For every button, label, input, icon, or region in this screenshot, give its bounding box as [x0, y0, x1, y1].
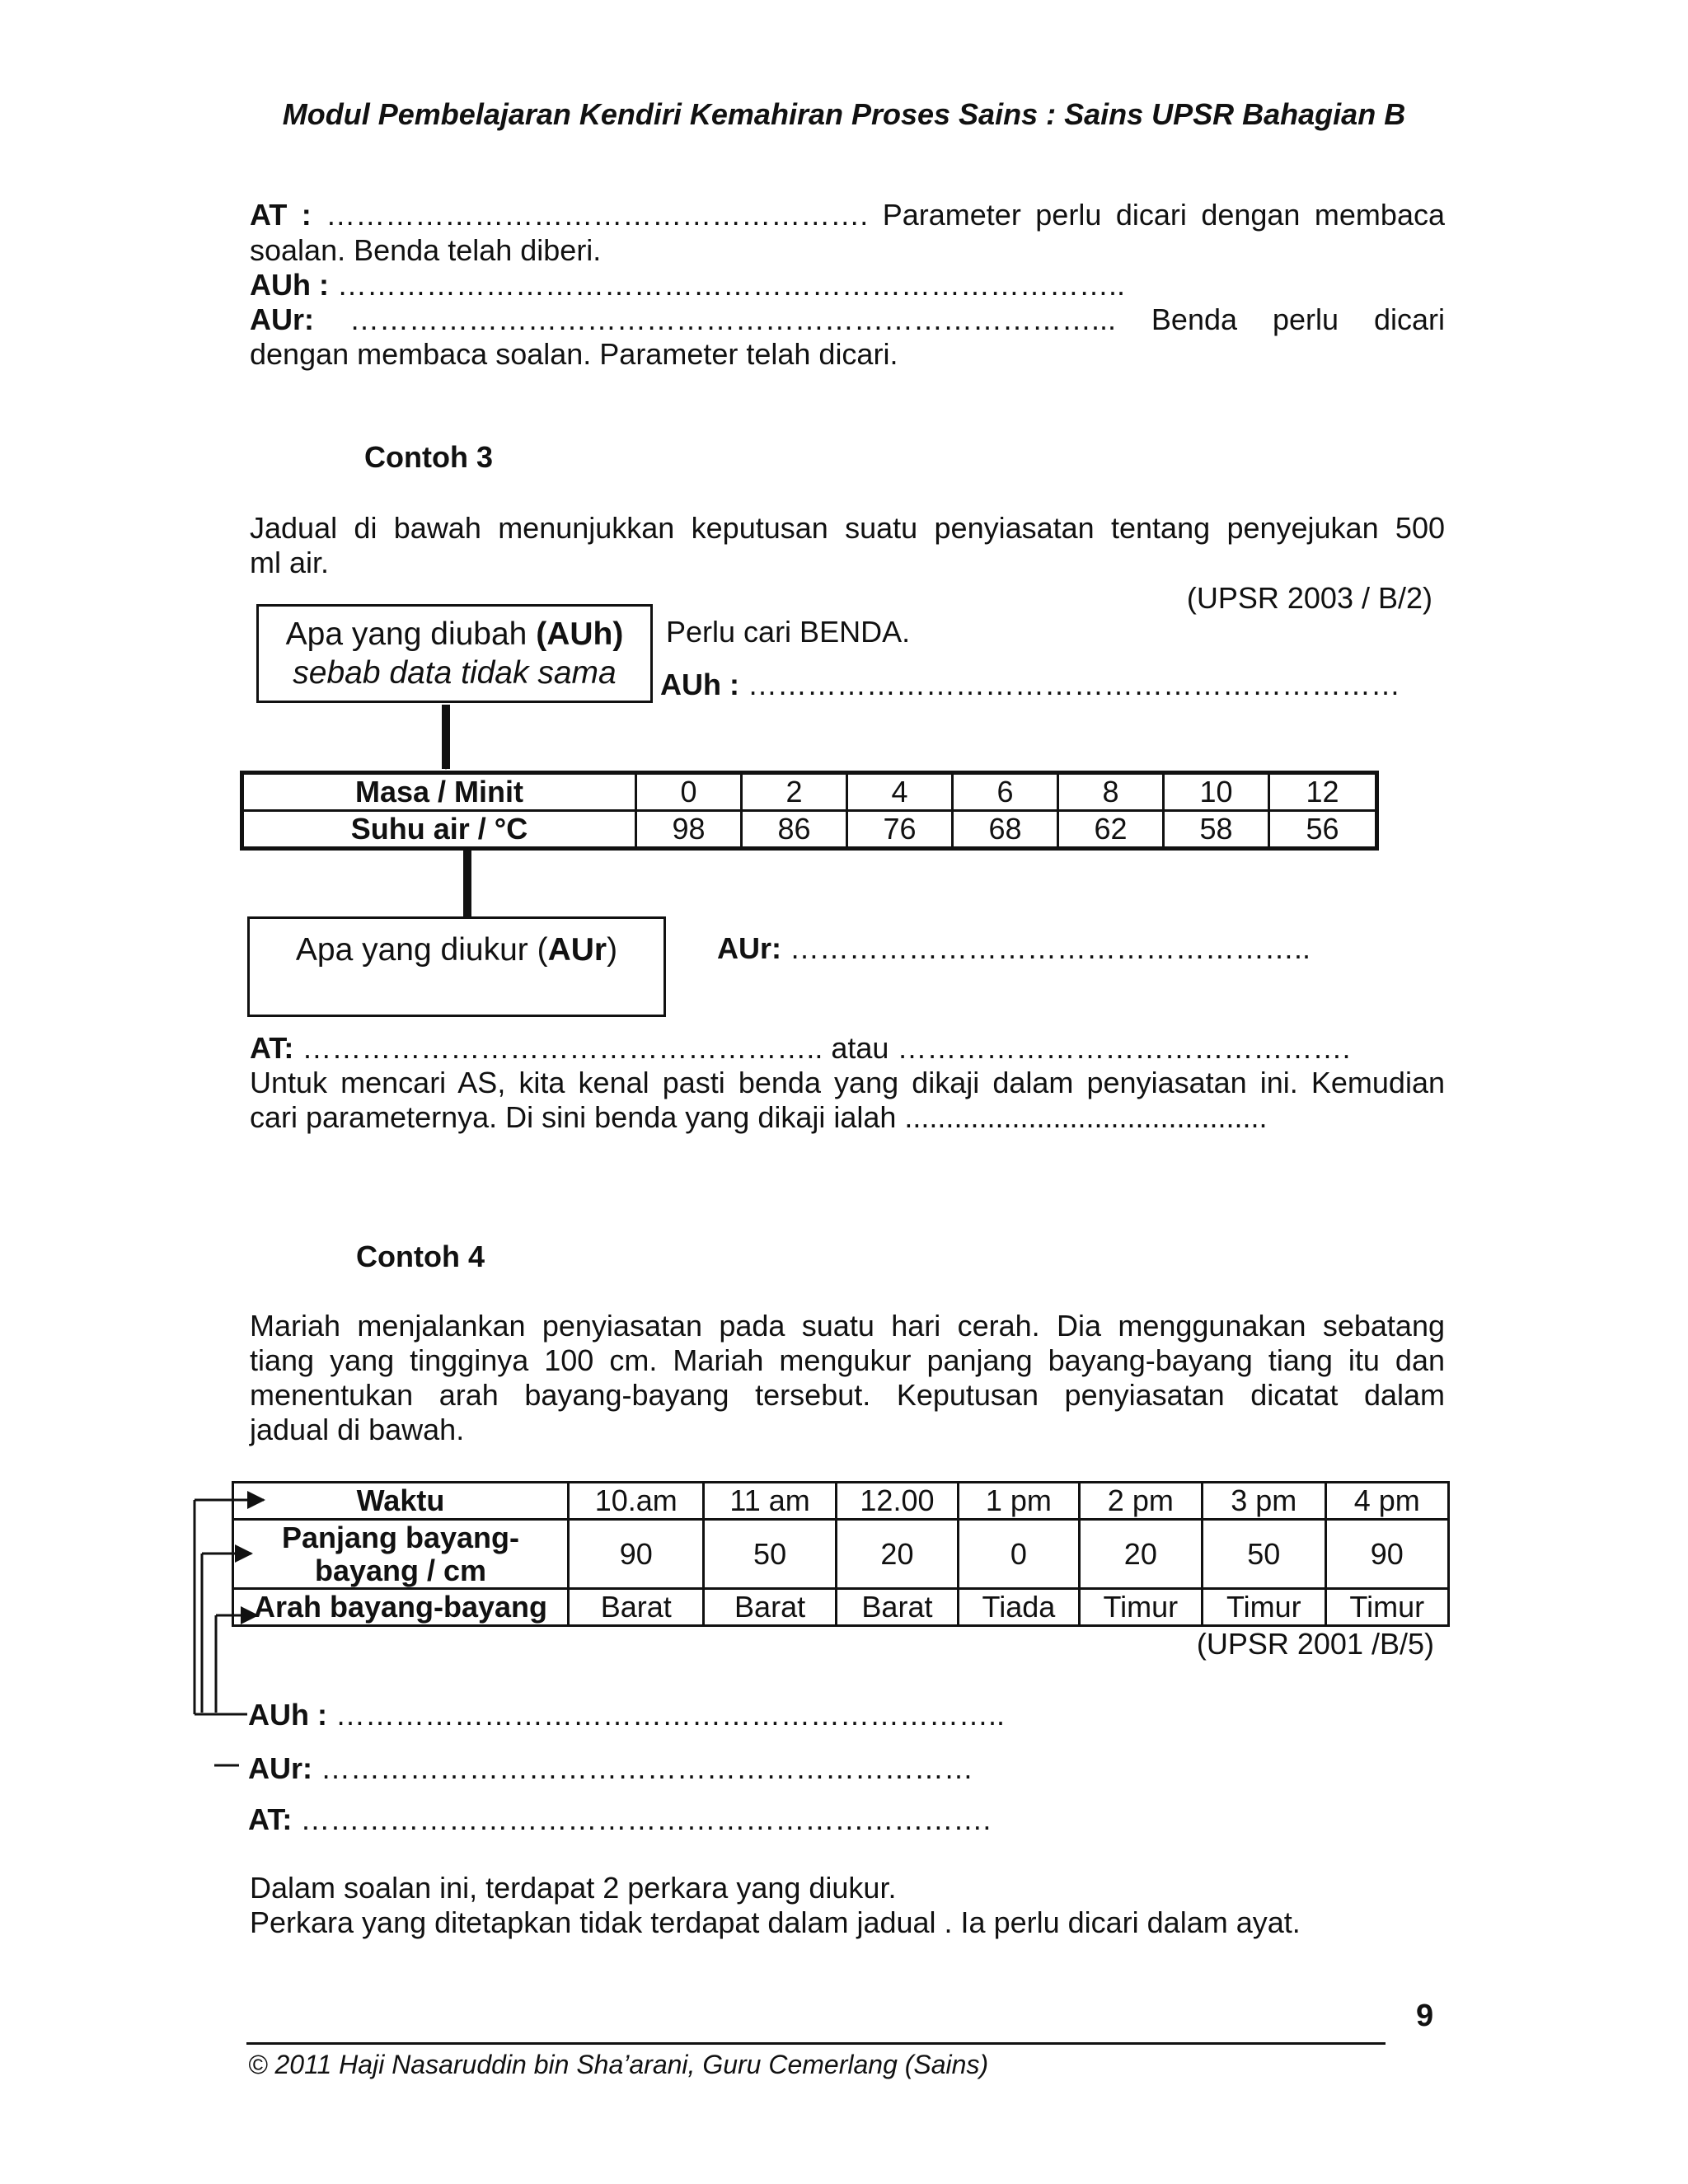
page-number: 9: [1416, 1999, 1434, 2033]
table-cell: 10.am: [569, 1483, 704, 1520]
table-cell: 56: [1269, 811, 1377, 849]
table-cell: 11 am: [704, 1483, 836, 1520]
table-row-label: Panjang bayang- bayang / cm: [233, 1520, 569, 1589]
table-cell: Barat: [569, 1589, 704, 1626]
table-cell: 4: [847, 773, 953, 811]
table-cell: 2: [742, 773, 847, 811]
table-row-label: Waktu: [233, 1483, 569, 1520]
contoh4-para-line3: menentukan arah bayang-bayang tersebut. Keputusan penyiasatan dicatat dalam: [250, 1378, 1445, 1412]
contoh4-aur-line: [248, 1751, 973, 1786]
table-cell: 20: [836, 1520, 959, 1589]
intro-auh-line: [250, 268, 1445, 302]
contoh3-auh-box: [256, 604, 653, 703]
table-cell: 86: [742, 811, 847, 849]
contoh4-aur-label: AUr:: [248, 1751, 312, 1785]
table-cell: Timur: [1079, 1589, 1202, 1626]
intro-at-text2: soalan. Benda telah diberi.: [250, 233, 602, 267]
intro-aur-text: Benda perlu dicari: [1151, 302, 1445, 336]
contoh4-aur-dots: …………………………………………………………: [321, 1751, 974, 1785]
table-cell: 12: [1269, 773, 1377, 811]
footer-copyright: © 2011 Haji Nasaruddin bin Sha’arani, Guru Cemerlang (Sains): [248, 2050, 989, 2079]
contoh3-at-line: [250, 1031, 1445, 1066]
intro-auh-dots: ……………………………………………………………………..: [337, 268, 1126, 302]
table-cell: 1 pm: [959, 1483, 1079, 1520]
contoh3-aur-dots: ……………………………………………..: [790, 931, 1311, 965]
contoh4-heading: Contoh 4: [356, 1240, 485, 1273]
intro-aur-line: [250, 302, 1445, 337]
table-cell: 8: [1058, 773, 1164, 811]
table-cell: 10: [1164, 773, 1269, 811]
table-cell: Timur: [1203, 1589, 1325, 1626]
table-cell: 12.00: [836, 1483, 959, 1520]
table-cell: 90: [569, 1520, 704, 1589]
table-cell: 68: [953, 811, 1058, 849]
table-cell: 62: [1058, 811, 1164, 849]
contoh3-aur-line: [717, 931, 1311, 966]
table-cell: 58: [1164, 811, 1269, 849]
table-row-label: Arah bayang-bayang: [233, 1589, 569, 1626]
table-cell: 0: [636, 773, 742, 811]
contoh4-para-line4: jadual di bawah.: [250, 1413, 465, 1446]
contoh3-auh-label: AUh :: [660, 668, 739, 701]
intro-at-label: AT :: [250, 198, 312, 232]
contoh4-auh-line: [248, 1698, 1005, 1732]
contoh4-row-panjang: [233, 1520, 1449, 1589]
contoh4-closing-line1: Dalam soalan ini, terdapat 2 perkara yang diukur.: [250, 1871, 897, 1905]
table-cell: 76: [847, 811, 953, 849]
contoh4-data-table: [232, 1481, 1450, 1627]
table-cell: 4 pm: [1325, 1483, 1449, 1520]
table-cell: 98: [636, 811, 742, 849]
contoh3-auh-box-line1: Apa yang diubah (AUh): [285, 616, 624, 652]
contoh3-aur-label: AUr:: [717, 931, 781, 965]
table-row-label: Suhu air / °C: [242, 811, 636, 849]
table-cell: 50: [704, 1520, 836, 1589]
contoh3-heading: Contoh 3: [364, 440, 493, 474]
table-cell: 3 pm: [1203, 1483, 1325, 1520]
contoh3-note-benda: Perlu cari BENDA.: [666, 615, 911, 649]
contoh4-at-line: [248, 1802, 991, 1837]
table-cell: 2 pm: [1079, 1483, 1202, 1520]
contoh3-data-table: [240, 771, 1379, 851]
table-cell: Barat: [704, 1589, 836, 1626]
table-cell: 90: [1325, 1520, 1449, 1589]
contoh3-at-dots2: ……………………………………….: [897, 1031, 1351, 1065]
contoh3-para-line1: Jadual di bawah menunjukkan keputusan suatu penyiasatan tentang penyejukan 500: [250, 511, 1445, 545]
contoh3-auh-line: [660, 668, 1400, 702]
table-cell: Tiada: [959, 1589, 1079, 1626]
contoh3-para-line2: ml air.: [250, 546, 330, 579]
intro-at-text: Parameter perlu dicari dengan membaca: [882, 198, 1445, 232]
intro-aur-label: AUr:: [250, 302, 314, 336]
contoh3-at-dots: ……………………………………………..: [302, 1031, 823, 1065]
page-header-title: Modul Pembelajaran Kendiri Kemahiran Proses Sains : Sains UPSR Bahagian B: [282, 97, 1406, 131]
contoh4-closing-line2: Perkara yang ditetapkan tidak terdapat dalam jadual . Ia perlu dicari dalam ayat.: [250, 1905, 1301, 1939]
contoh3-auh-box-line2: sebab data tidak sama: [293, 655, 617, 691]
contoh4-para-line2: tiang yang tingginya 100 cm. Mariah mengukur panjang bayang-bayang tiang itu dan: [250, 1343, 1445, 1377]
contoh3-auh-dots: …………………………………………………………: [748, 668, 1400, 701]
contoh4-source: (UPSR 2001 /B/5): [1196, 1627, 1434, 1661]
contoh3-para2-line2: cari parameternya. Di sini benda yang dikaji ialah ............................................: [250, 1100, 1268, 1134]
contoh4-at-dots: …………………………………………………………….: [300, 1802, 992, 1836]
table-cell: 0: [959, 1520, 1079, 1589]
table-row-label: Masa / Minit: [242, 773, 636, 811]
table-cell: Timur: [1325, 1589, 1449, 1626]
contoh4-row-arah: [233, 1589, 1449, 1626]
table-cell: 20: [1079, 1520, 1202, 1589]
intro-at-line: [250, 198, 1445, 232]
contoh3-at-label: AT:: [250, 1031, 294, 1065]
contoh3-source: (UPSR 2003 / B/2): [1186, 581, 1432, 615]
intro-auh-label: AUh :: [250, 268, 329, 302]
contoh3-aur-box: Apa yang diukur (AUr): [247, 916, 666, 1017]
contoh3-at-atau: atau: [831, 1031, 889, 1065]
contoh3-row-suhu: [242, 811, 1377, 849]
contoh3-row-masa: [242, 773, 1377, 811]
intro-at-dots: ……………………………………………….: [326, 198, 883, 232]
table-cell: 6: [953, 773, 1058, 811]
contoh4-auh-dots: …………………………………………………………..: [335, 1698, 1006, 1732]
contoh4-para-line1: Mariah menjalankan penyiasatan pada suatu hari cerah. Dia menggunakan sebatang: [250, 1309, 1445, 1343]
intro-aur-dots: …………………………………………………………………...: [349, 302, 1116, 336]
footer-rule: [246, 2042, 1386, 2045]
contoh4-auh-label: AUh :: [248, 1698, 327, 1732]
table-cell: 50: [1203, 1520, 1325, 1589]
contoh3-para2-line1: Untuk mencari AS, kita kenal pasti benda yang dikaji dalam penyiasatan ini. Kemudian: [250, 1066, 1445, 1099]
contoh4-row-waktu: [233, 1483, 1449, 1520]
contoh4-at-label: AT:: [248, 1802, 293, 1836]
table-cell: Barat: [836, 1589, 959, 1626]
intro-aur-text2: dengan membaca soalan. Parameter telah dicari.: [250, 337, 898, 371]
